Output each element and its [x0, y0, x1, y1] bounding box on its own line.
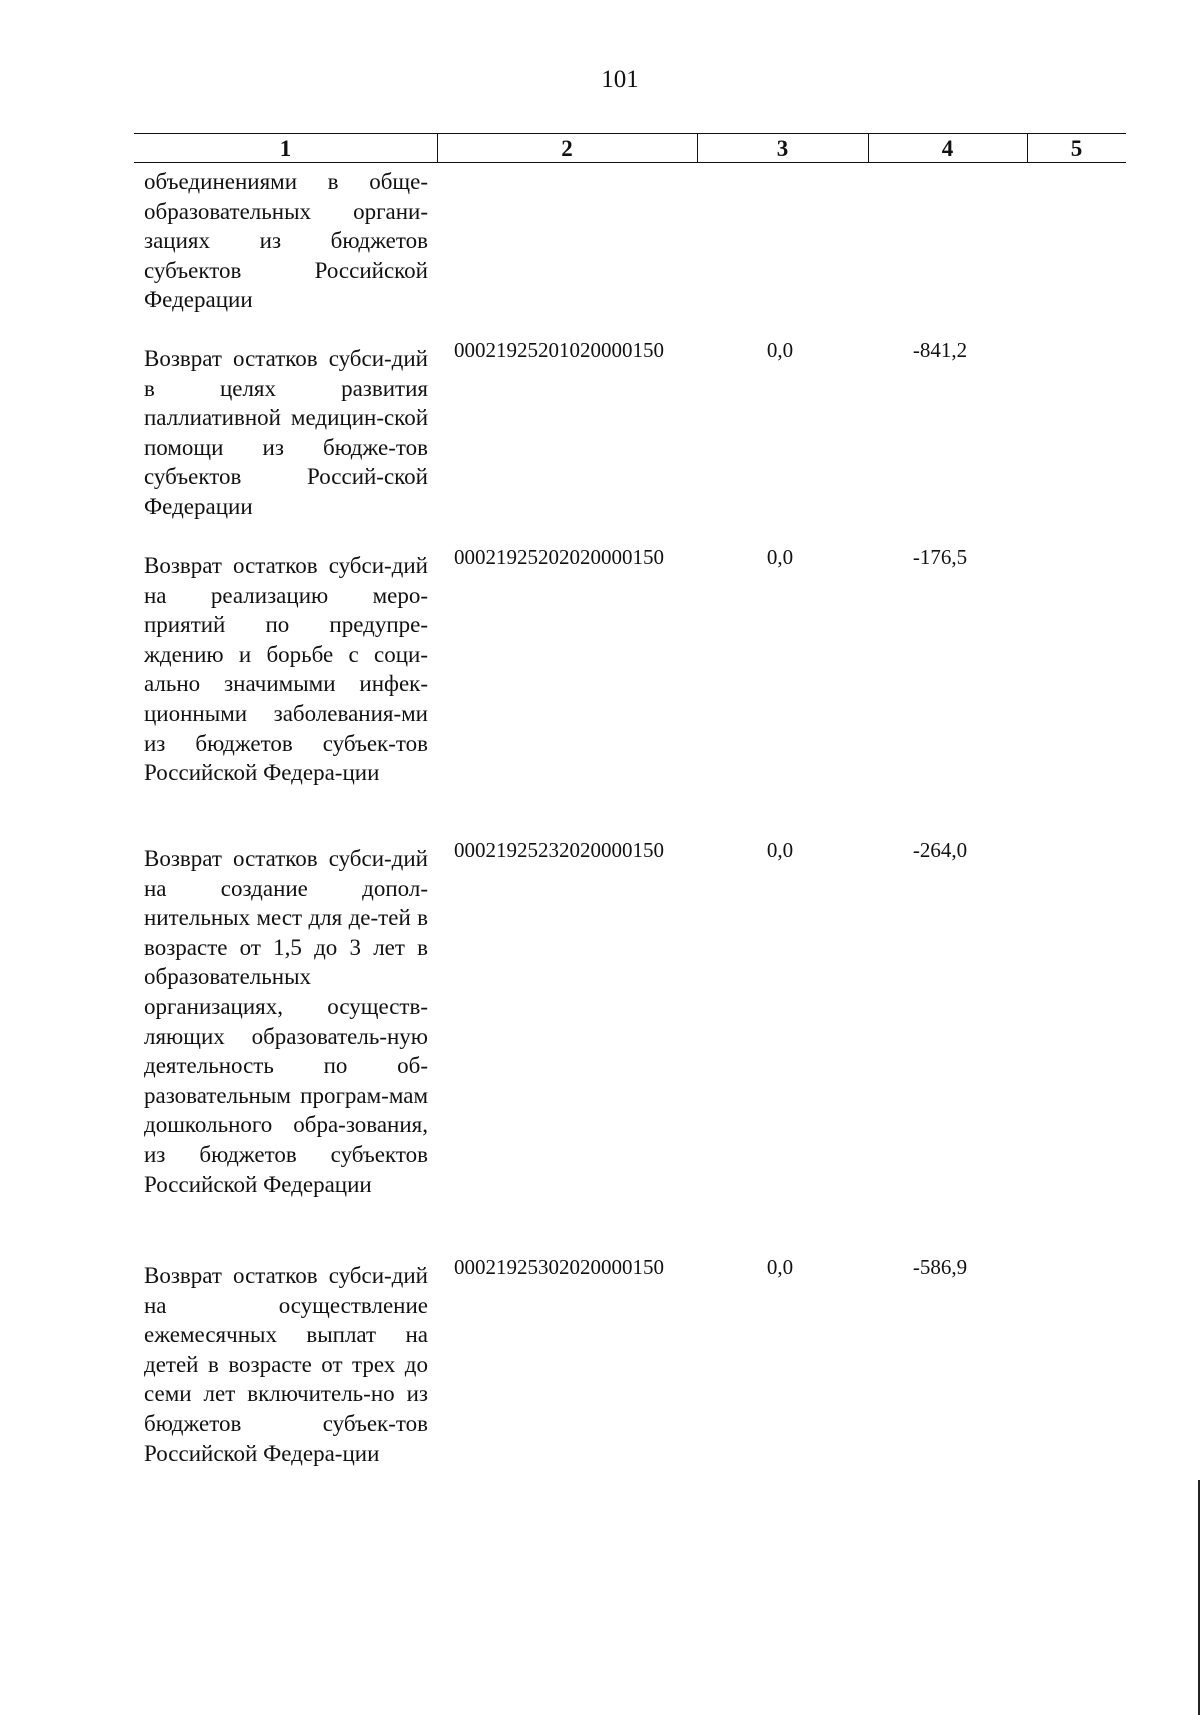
row-col4-value: -264,0 [912, 838, 968, 862]
header-col-3: 3 [776, 136, 789, 161]
row-code: 00021925302020000150 [454, 1255, 664, 1279]
page-number: 101 [601, 66, 639, 93]
row-code: 00021925202020000150 [454, 545, 664, 569]
row-description: объединениями в обще-образовательных органи-зациях из бюджетов субъектов Российской Федерации [144, 169, 428, 313]
row-col3-value: 0,0 [766, 838, 794, 862]
header-bottom-rule [134, 162, 1126, 163]
row-code: 00021925201020000150 [454, 338, 664, 362]
row-description: Возврат остатков субси-дий на осуществление ежемесячных выплат на детей в возрасте от трех до семи лет включитель-но из бюджетов субъек-тов Российской Федера-ции [144, 1263, 428, 1466]
header-top-rule [134, 133, 1126, 134]
row-code: 00021925232020000150 [454, 838, 664, 862]
row-description: Возврат остатков субси-дий на создание допол-нительных мест для де-тей в возрасте от 1,5 до 3 лет в образовательных организациях, осуществ-ляющих образователь-ную деятельность по об-разовательным програм-мам дошкольного обра-зования, из бюджетов субъектов Российской Федерации [144, 846, 428, 1197]
header-col-2: 2 [561, 136, 573, 161]
row-description: Возврат остатков субси-дий в целях развития паллиативной медицин-ской помощи из бюдже-тов субъектов Россий-ской Федерации [144, 346, 428, 519]
row-col3-value: 0,0 [766, 1255, 794, 1279]
row-col3-value: 0,0 [766, 338, 794, 362]
row-col4-value: -176,5 [912, 545, 968, 569]
header-col-4: 4 [941, 136, 954, 161]
row-col4-value: -841,2 [912, 338, 968, 362]
header-col-5: 5 [1070, 136, 1083, 161]
row-col3-value: 0,0 [766, 545, 794, 569]
header-col-1: 1 [279, 136, 292, 161]
row-description: Возврат остатков субси-дий на реализацию меро-приятий по предупре-ждению и борьбе с соци-ально значимыми инфек-ционными заболевания-ми из бюджетов субъек-тов Российской Федера-ции [144, 553, 428, 786]
row-col4-value: -586,9 [912, 1255, 968, 1279]
